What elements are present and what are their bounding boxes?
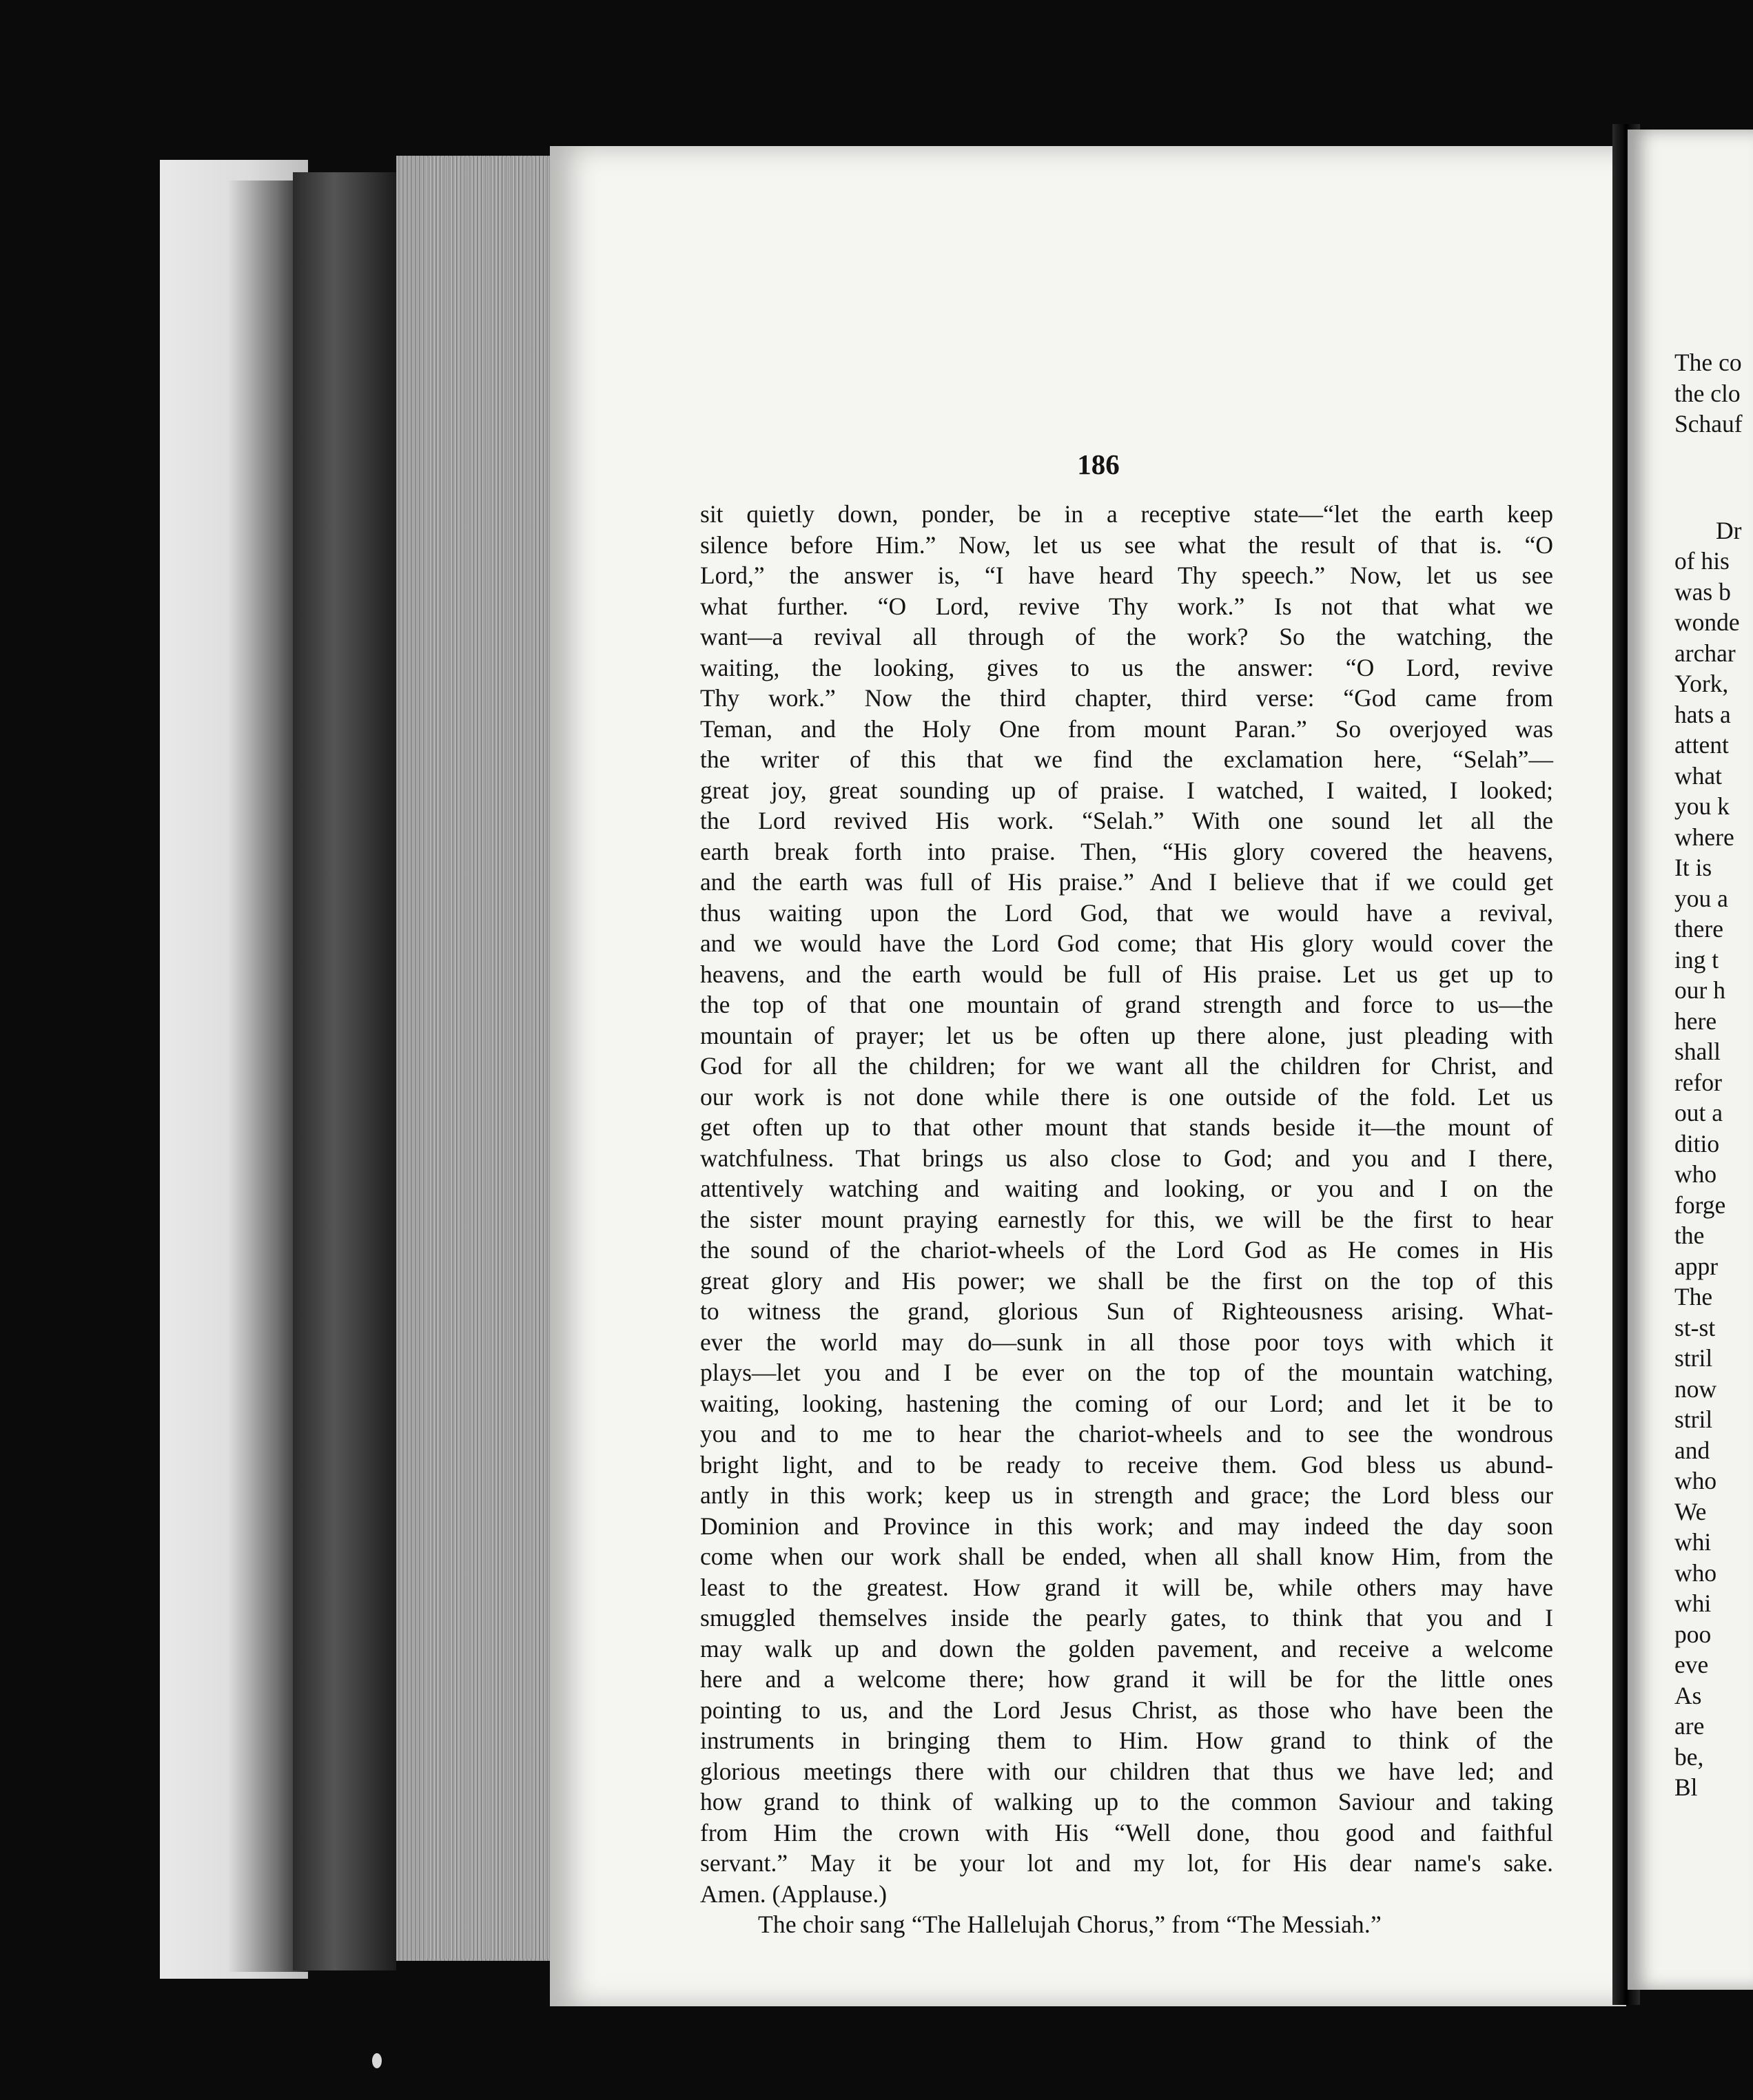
facing-text-line: who bbox=[1674, 1160, 1717, 1188]
page-number: 186 bbox=[1077, 449, 1120, 480]
facing-text-line: stril bbox=[1674, 1406, 1713, 1433]
facing-text-line: what bbox=[1674, 761, 1723, 790]
page-edges-texture bbox=[427, 157, 551, 1959]
facing-text-line: here bbox=[1674, 1007, 1717, 1035]
text-line: instruments in bringing them to Him. How grand to think of the bbox=[700, 1727, 1553, 1754]
facing-text-line: of his bbox=[1674, 547, 1730, 575]
text-line: to witness the grand, glorious Sun of Righteousness arising. What- bbox=[700, 1297, 1553, 1325]
text-line: earth break forth into praise. Then, “His glory covered the heavens, bbox=[700, 837, 1553, 865]
facing-text-line: ditio bbox=[1674, 1129, 1720, 1157]
facing-text-line: attent bbox=[1674, 731, 1729, 759]
facing-text-line: stril bbox=[1674, 1344, 1713, 1372]
facing-gap bbox=[1674, 440, 1743, 515]
text-line: how grand to think of walking up to the common Saviour and taking bbox=[700, 1788, 1553, 1815]
text-line: Thy work.” Now the third chapter, third verse: “God came from bbox=[700, 684, 1553, 712]
text-line: watchfulness. That brings us also close to God; and you and I there, bbox=[700, 1144, 1553, 1172]
book-page bbox=[550, 146, 1626, 2006]
facing-text-line: wonde bbox=[1674, 608, 1740, 636]
facing-text-line: are bbox=[1674, 1712, 1705, 1740]
text-line: great glory and His power; we shall be the first on the top of this bbox=[700, 1266, 1553, 1295]
text-line: the Lord revived His work. “Selah.” With one sound let all the bbox=[700, 807, 1553, 834]
text-line: Dominion and Province in this work; and may indeed the day soon bbox=[700, 1512, 1553, 1540]
text-line: Teman, and the Holy One from mount Paran.” So overjoyed was bbox=[700, 714, 1553, 743]
facing-page bbox=[1628, 130, 1753, 1990]
text-line: smuggled themselves inside the pearly gates, to think that you and I bbox=[700, 1604, 1553, 1631]
text-line: silence before Him.” Now, let us see what the result of that is. “O bbox=[700, 531, 1553, 559]
facing-text-line: Dr bbox=[1716, 516, 1742, 544]
text-line: bright light, and to be ready to receive them. God bless us abund- bbox=[700, 1450, 1553, 1479]
text-line: come when our work shall be ended, when all shall know Him, from the bbox=[700, 1543, 1553, 1570]
facing-text-line: As bbox=[1674, 1681, 1702, 1709]
facing-text-line: whi bbox=[1674, 1589, 1712, 1617]
text-line: heavens, and the earth would be full of His praise. Let us get up to bbox=[700, 960, 1553, 988]
text-line: sit quietly down, ponder, be in a receptive state—“let the earth keep bbox=[700, 500, 1553, 528]
facing-text-line: Bl bbox=[1674, 1773, 1698, 1801]
facing-text-line: now bbox=[1674, 1375, 1717, 1403]
text-line: servant.” May it be your lot and my lot, for His dear name's sake. bbox=[700, 1849, 1553, 1877]
text-line: here and a welcome there; how grand it will be for the little ones bbox=[700, 1665, 1553, 1693]
facing-text-line: be, bbox=[1674, 1742, 1704, 1771]
facing-text-line: you k bbox=[1674, 792, 1730, 820]
facing-text-line: We bbox=[1674, 1497, 1707, 1525]
facing-text-line: appr bbox=[1674, 1252, 1719, 1280]
text-line: waiting, looking, hastening the coming of our Lord; and let it be to bbox=[700, 1389, 1553, 1417]
text-line: what further. “O Lord, revive Thy work.” Is not that what we bbox=[700, 592, 1553, 620]
text-line: the top of that one mountain of grand strength and force to us—the bbox=[700, 991, 1553, 1018]
facing-text-line: eve bbox=[1674, 1651, 1709, 1678]
text-line: attentively watching and waiting and looking, or you and I on the bbox=[700, 1175, 1553, 1202]
facing-text-line: st-st bbox=[1674, 1313, 1716, 1341]
text-line: waiting, the looking, gives to us the answer: “O Lord, revive bbox=[700, 653, 1553, 681]
text-line: mountain of prayer; let us be often up there alone, just pleading with bbox=[700, 1021, 1553, 1049]
facing-text-line: shall bbox=[1674, 1038, 1721, 1065]
facing-text-line: who bbox=[1674, 1467, 1717, 1494]
facing-text-line: our h bbox=[1674, 976, 1725, 1004]
facing-heading-line: The co bbox=[1674, 349, 1742, 376]
text-line: the sound of the chariot-wheels of the Lord God as He comes in His bbox=[700, 1236, 1553, 1264]
page-body bbox=[700, 499, 1553, 1940]
facing-text-line: out a bbox=[1674, 1099, 1723, 1126]
text-line: Lord,” the answer is, “I have heard Thy speech.” Now, let us see bbox=[700, 562, 1553, 589]
facing-heading-line: the clo bbox=[1674, 379, 1741, 407]
facing-text-line: there bbox=[1674, 915, 1723, 943]
facing-text-line: ing t bbox=[1674, 945, 1719, 974]
book-spine bbox=[293, 172, 396, 1970]
text-line: may walk up and down the golden pavement, and receive a welcome bbox=[700, 1634, 1553, 1662]
text-line: antly in this work; keep us in strength and grace; the Lord bless our bbox=[700, 1481, 1553, 1509]
facing-text-line: hats a bbox=[1674, 700, 1731, 728]
text-line: God for all the children; for we want all the children for Christ, and bbox=[700, 1052, 1553, 1080]
text-line: get often up to that other mount that stands beside it—the mount of bbox=[700, 1113, 1553, 1141]
text-line: Amen. (Applause.) bbox=[700, 1880, 888, 1908]
facing-text-line: who bbox=[1674, 1558, 1717, 1587]
choir-line: The choir sang “The Hallelujah Chorus,” from “The Messiah.” bbox=[758, 1911, 1382, 1938]
text-line: and we would have the Lord God come; that His glory would cover the bbox=[700, 929, 1553, 957]
facing-heading-line: Schauf bbox=[1674, 410, 1743, 438]
text-line: our work is not done while there is one outside of the fold. Let us bbox=[700, 1082, 1553, 1111]
facing-text-line: and bbox=[1674, 1436, 1710, 1464]
facing-text-line: forge bbox=[1674, 1191, 1726, 1219]
facing-text-line: whi bbox=[1674, 1528, 1712, 1556]
facing-text-line: It is bbox=[1674, 854, 1712, 881]
text-line: the sister mount praying earnestly for this, we will be the first to hear bbox=[700, 1205, 1553, 1233]
facing-text-line: poo bbox=[1674, 1620, 1712, 1648]
facing-text-line: was b bbox=[1674, 577, 1731, 606]
text-line: want—a revival all through of the work? So the watching, the bbox=[700, 623, 1553, 650]
facing-text-line: you a bbox=[1674, 884, 1728, 912]
text-line: the writer of this that we find the exclamation here, “Selah”— bbox=[700, 745, 1553, 773]
facing-text-line: the bbox=[1674, 1222, 1705, 1249]
text-line: and the earth was full of His praise.” And I believe that if we could get bbox=[700, 868, 1553, 896]
text-line: pointing to us, and the Lord Jesus Christ, as those who have been the bbox=[700, 1696, 1553, 1724]
text-line: from Him the crown with His “Well done, thou good and faithful bbox=[700, 1818, 1553, 1846]
facing-text-line: refor bbox=[1674, 1068, 1722, 1096]
text-line: you and to me to hear the chariot-wheels and to see the wondrous bbox=[700, 1420, 1553, 1448]
facing-text-line: where bbox=[1674, 823, 1734, 851]
facing-text-line: York, bbox=[1674, 670, 1729, 697]
text-line: glorious meetings there with our children that thus we have led; and bbox=[700, 1757, 1553, 1785]
text-line: least to the greatest. How grand it will be, while others may have bbox=[700, 1573, 1553, 1601]
facing-page-text bbox=[1674, 347, 1743, 1803]
facing-text-line: archar bbox=[1674, 639, 1736, 667]
text-line: ever the world may do—sunk in all those poor toys with which it bbox=[700, 1328, 1553, 1356]
text-line: great joy, great sounding up of praise. I watched, I waited, I looked; bbox=[700, 776, 1553, 804]
dust-speck bbox=[372, 2053, 382, 2068]
text-line: thus waiting upon the Lord God, that we would have a revival, bbox=[700, 898, 1553, 927]
facing-text-line: The bbox=[1674, 1283, 1713, 1310]
text-line: plays—let you and I be ever on the top of the mountain watching, bbox=[700, 1359, 1553, 1386]
